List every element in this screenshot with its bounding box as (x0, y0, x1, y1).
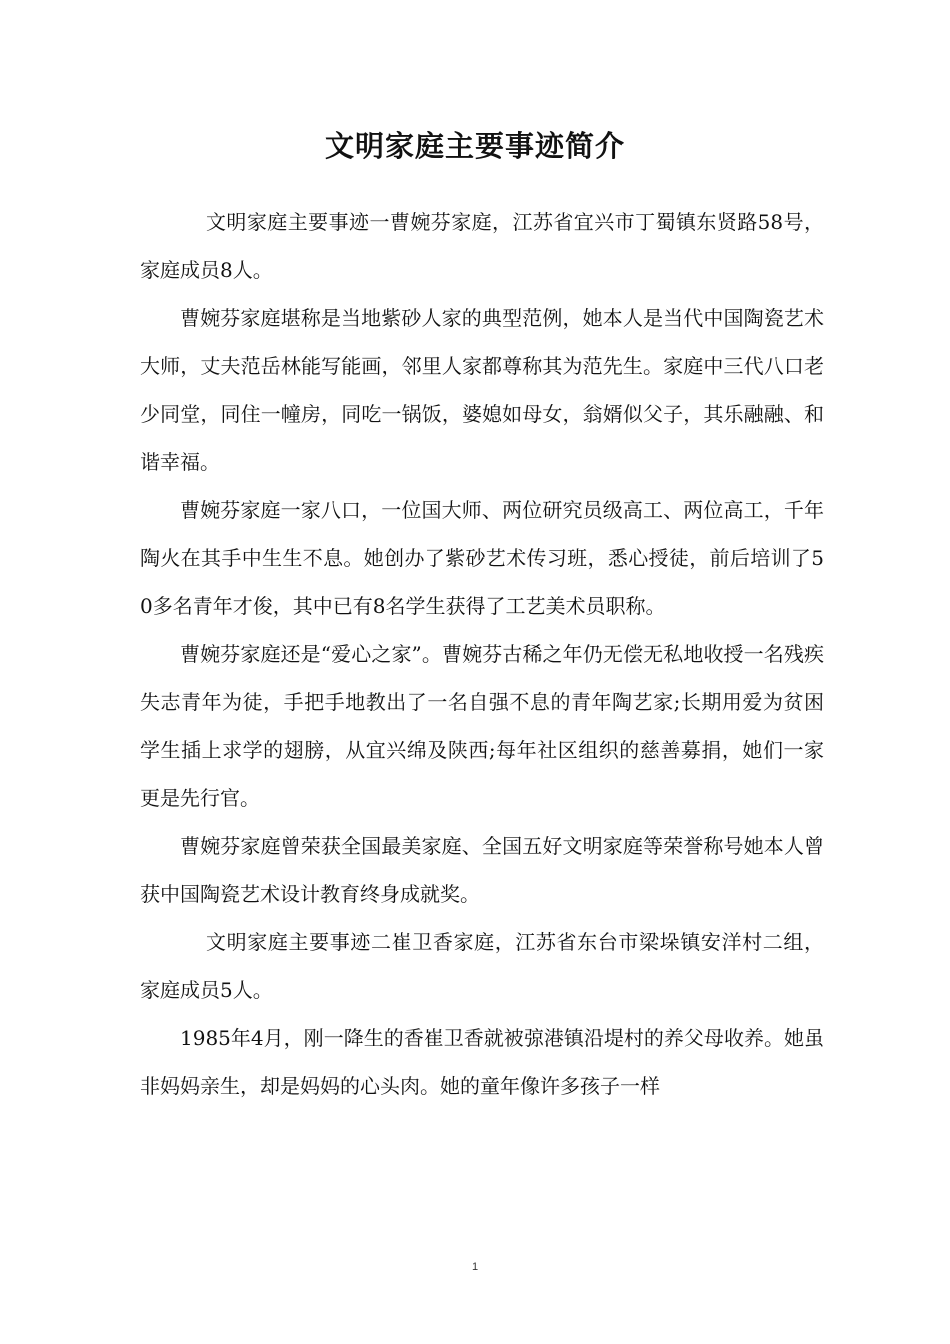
paragraph-6: 文明家庭主要事迹二崔卫香家庭，江苏省东台市梁垛镇安洋村二组，家庭成员5人。 (140, 930, 824, 1002)
paragraph-4: 曹婉芬家庭还是“爱心之家”。曹婉芬古稀之年仍无偿无私地收授一名残疾失志青年为徒，手把手地教出了一名自强不息的青年陶艺家;长期用爱为贫困学生插上求学的翅膀，从宜兴绵及陕西;每年社区组织的慈善募捐，她们一家更是先行官。 (140, 642, 824, 810)
paragraph-1: 文明家庭主要事迹一曹婉芬家庭，江苏省宜兴市丁蜀镇东贤路58号，家庭成员8人。 (140, 210, 824, 282)
paragraph-5: 曹婉芬家庭曾荣获全国最美家庭、全国五好文明家庭等荣誉称号她本人曾获中国陶瓷艺术设计教育终身成就奖。 (140, 834, 824, 906)
page-number: 1 (471, 1261, 479, 1273)
paragraph-3: 曹婉芬家庭一家八口，一位国大师、两位研究员级高工、两位高工，千年陶火在其手中生生不息。她创办了紫砂艺术传习班，悉心授徒，前后培训了50多名青年才俊，其中已有8名学生获得了工艺美术员职称。 (140, 498, 824, 618)
document-body (140, 198, 824, 1110)
paragraph-2: 曹婉芬家庭堪称是当地紫砂人家的典型范例，她本人是当代中国陶瓷艺术大师，丈夫范岳林能写能画，邻里人家都尊称其为范先生。家庭中三代八口老少同堂，同住一幢房，同吃一锅饭，婆媳如母女，翁婿似父子，其乐融融、和谐幸福。 (140, 306, 824, 474)
document-title: 文明家庭主要事迹简介 (324, 129, 625, 163)
paragraph-7: 1985年4月，刚一降生的香崔卫香就被弶港镇沿堤村的养父母收养。她虽非妈妈亲生，却是妈妈的心头肉。她的童年像许多孩子一样 (140, 1026, 824, 1098)
